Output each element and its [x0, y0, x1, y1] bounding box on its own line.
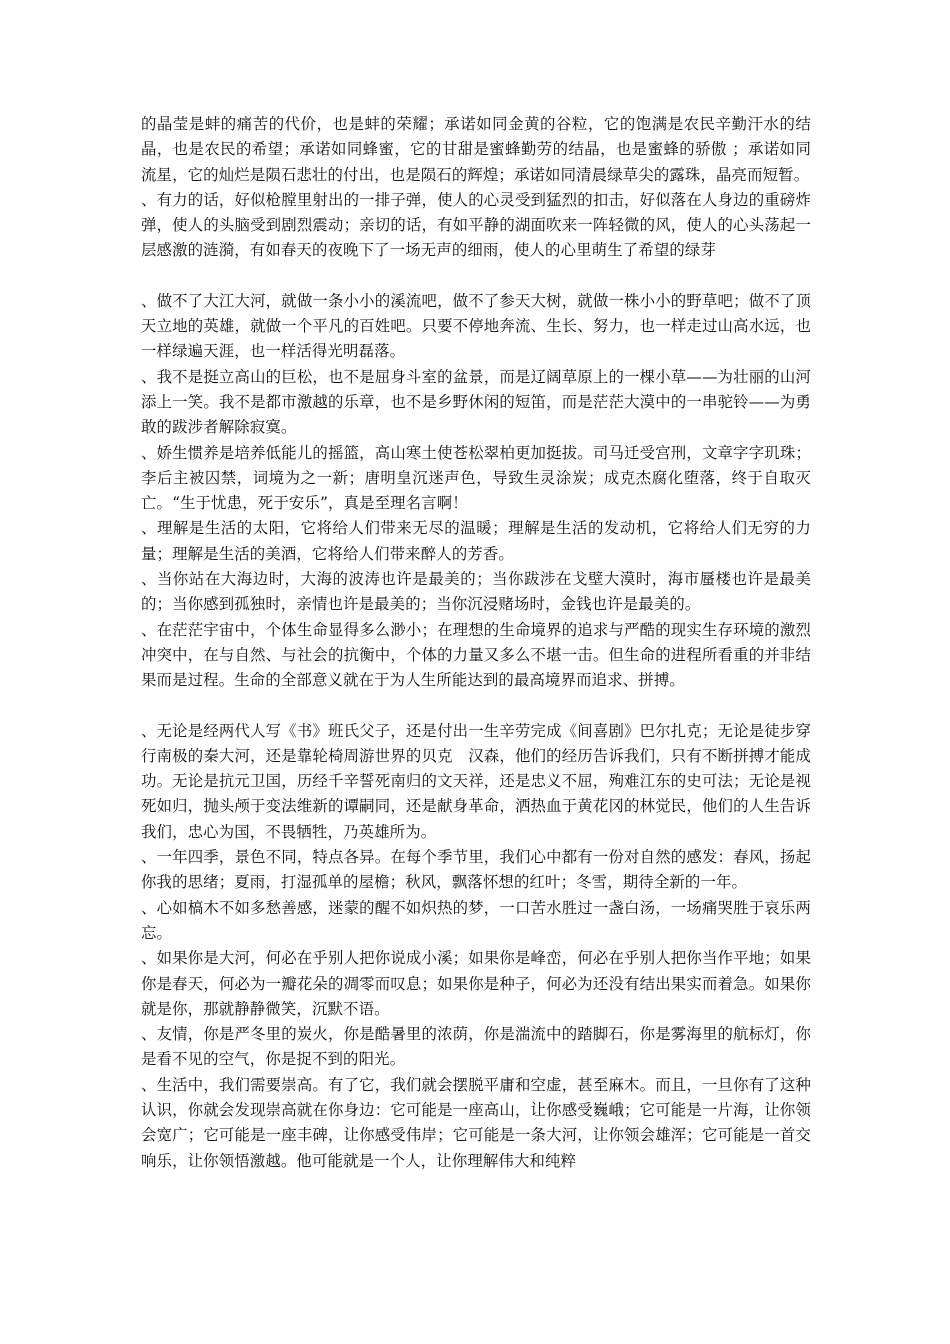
- paragraph-spacer: [141, 264, 811, 289]
- paragraph-8: 、在茫茫宇宙中，个体生命显得多么渺小；在理想的生命境界的追求与严酷的现实生存环境的激烈冲突中，在与自然、与社会的抗衡中，个体的力量又多么不堪一击。但生命的进程所看重的并非结果而是过程。生命的全部意义就在于为人生所能达到的最高境界而追求、拼搏。: [141, 620, 811, 690]
- paragraph-12: 、如果你是大河，何必在乎别人把你说成小溪；如果你是峰峦，何必在乎别人把你当作平地；如果你是春天，何必为一瓣花朵的凋零而叹息；如果你是种子，何必为还没有结出果实而着急。如果你就是你，那就静静微笑，沉默不语。: [141, 949, 811, 1018]
- document-body: [141, 112, 811, 1174]
- paragraph-11: 、心如槁木不如多愁善感，迷蒙的醒不如炽热的梦，一口苦水胜过一盏白汤，一场痛哭胜于哀乐两忘。: [141, 898, 811, 942]
- paragraph-5: 、娇生惯养是培养低能儿的摇篮，高山寒土使苍松翠柏更加挺拔。司马迁受宫刑，文章字字玑珠；李后主被囚禁，词境为之一新；唐明皇沉迷声色，导致生灵涂炭；成克杰腐化堕落，终于自取灭亡。“生于忧患，死于安乐”，真是至理名言啊！: [141, 443, 811, 513]
- paragraph-14: 、生活中，我们需要崇高。有了它，我们就会摆脱平庸和空虚，甚至麻木。而且，一旦你有了这种认识，你就会发现崇高就在你身边：它可能是一座高山，让你感受巍峨；它可能是一片海，让你领会宽广；它可能是一座丰碑，让你感受伟岸；它可能是一条大河，让你领会雄浑；它可能是一首交响乐，让你领悟激越。他可能就是一个人，让你理解伟大和纯粹: [141, 1075, 811, 1170]
- paragraph-4: 、我不是挺立高山的巨松，也不是屈身斗室的盆景，而是辽阔草原上的一棵小草——为壮丽的山河添上一笑。我不是都市激越的乐章，也不是乡野休闲的短笛，而是茫茫大漠中的一串驼铃——为勇敢的跋涉者解除寂寞。: [141, 367, 811, 437]
- paragraph-1: 的晶莹是蚌的痛苦的代价，也是蚌的荣耀；承诺如同金黄的谷粒，它的饱满是农民辛勤汗水的结晶，也是农民的希望；承诺如同蜂蜜，它的甘甜是蜜蜂勤劳的结晶，也是蜜蜂的骄傲 ；承诺如同流星，它的灿烂是陨石悲壮的付出，也是陨石的辉煌；承诺如同清晨绿草尖的露珠，晶亮而短暂。: [141, 115, 811, 184]
- paragraph-6: 、理解是生活的太阳，它将给人们带来无尽的温暖；理解是生活的发动机，它将给人们无穷的力量；理解是生活的美酒，它将给人们带来醉人的芳香。: [141, 519, 811, 563]
- paragraph-10: 、一年四季，景色不同，特点各异。在每个季节里，我们心中都有一份对自然的感发：春风，扬起你我的思绪；夏雨，打湿孤单的屋檐；秋风，飘落怀想的红叶；冬雪，期待全新的一年。: [141, 848, 811, 892]
- paragraph-3: 、做不了大江大河，就做一条小小的溪流吧，做不了参天大树，就做一株小小的野草吧；做不了顶天立地的英雄，就做一个平凡的百姓吧。只要不停地奔流、生长、努力，也一样走过山高水远，也一样绿遍天涯，也一样活得光明磊落。: [141, 291, 811, 361]
- paragraph-9: 、无论是经两代人写《书》班氏父子，还是付出一生辛劳完成《间喜剧》巴尔扎克；无论是徒步穿行南极的秦大河，还是靠轮椅周游世界的贝克 汉森，他们的经历告诉我们，只有不断拼搏才能成功。无论是抗元卫国，历经千辛誓死南归的文天祥，还是忠义不屈，殉难江东的史可法；无论是视死如归，抛头颅于变法维新的谭嗣同，还是献身革命，洒热血于黄花冈的林觉民，他们的人生告诉我们，忠心为国，不畏牺牲，乃英雄所为。: [141, 721, 811, 841]
- paragraph-2: 、有力的话，好似枪膛里射出的一排子弹，使人的心灵受到猛烈的扣击，好似落在人身边的重磅炸弹，使人的头脑受到剧烈震动；亲切的话，有如平静的湖面吹来一阵轻微的风，使人的心头荡起一层感激的涟漪，有如春天的夜晚下了一场无声的细雨，使人的心里萌生了希望的绿芽: [141, 190, 811, 260]
- paragraph-13: 、友情，你是严冬里的炭火，你是酷暑里的浓荫，你是湍流中的踏脚石，你是雾海里的航标灯，你是看不见的空气，你是捉不到的阳光。: [141, 1025, 811, 1069]
- paragraph-spacer: [141, 694, 811, 719]
- paragraph-7: 、当你站在大海边时，大海的波涛也许是最美的；当你跋涉在戈壁大漠时，海市蜃楼也许是最美的；当你感到孤独时，亲情也许是最美的；当你沉浸赌场时，金钱也许是最美的。: [141, 570, 811, 614]
